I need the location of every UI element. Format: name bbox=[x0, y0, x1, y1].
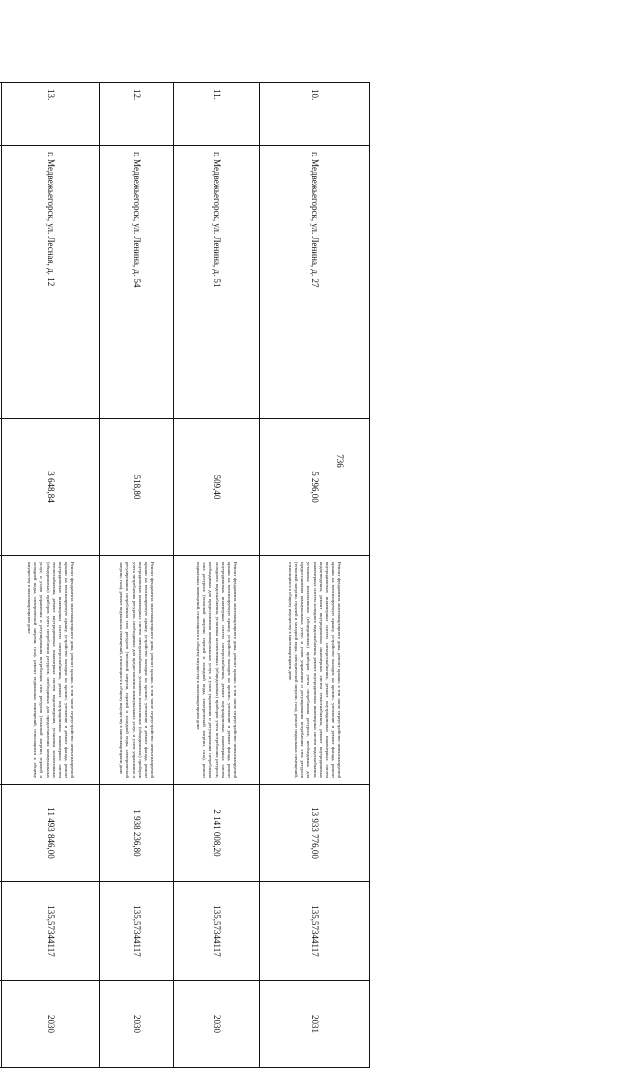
row-number bbox=[0, 83, 2, 146]
row-works: Ремонт фундамента многоквартирного дома, ремонт крыши, в том числе переустройство невентилируемой крыши на вентилируемую крышу, устройство выходов на кровлю, утепление и ремонт фасада, ремонт внутридомовых инженерных систем электроснабжения, установка коллективных (общедомовых) приборов учета потребления ресурсов, необходимых для предоставления коммунальных услуг, и узлов управления и регулирования потребления этих ресурсов (тепловой энергии, горячей и холодной воды, электрической энергии, газа), ремонт подвальных помещений, относящихся к общему имуществу в многоквартирном доме bbox=[119, 562, 155, 778]
row-address: г. Медвежьегорск, ул. Ленина, д. 51 bbox=[174, 146, 260, 419]
row-unit-cost bbox=[0, 882, 2, 981]
row-works-cell bbox=[100, 556, 174, 785]
table-row bbox=[0, 83, 2, 1068]
row-total-cost: 1 938 236,80 bbox=[100, 785, 174, 882]
row-area: 3 648,84 bbox=[2, 419, 100, 556]
row-total-cost: 2 141 008,20 bbox=[174, 785, 260, 882]
row-works: Ремонт фундамента многоквартирного дома, ремонт крыши, в том числе переустройство невентилируемой крыши на вентилируемую крышу, устройство выходов на кровлю, утепление и ремонт фасада, ремонт внутридомовых инженерных систем электроснабжения, ремонт внутридомовых инженерных систем водоотведения, ремонт внутридомовых инженерных систем теплоснабжения, ремонт внутридомовых инженерных систем холодного водоснабжения, ремонт внутридомовых инженерных систем водоснабжения, установка коллективных (общедомовых) приборов учета потребления ресурсов, необходимых для предоставления коммунальных услуг, и узлов управления и регулирования потребления этих ресурсов (тепловой энергии, горячей и холодной воды, электрической энергии, газа), ремонт подвальных помещений, относящихся к общему имуществу в многоквартирном доме bbox=[288, 562, 342, 778]
row-total-cost: 11 493 846,00 bbox=[2, 785, 100, 882]
row-address: г. Медвежьегорск, ул. Ленина, д. 54 bbox=[100, 146, 174, 419]
row-unit-cost: 135,57344117 bbox=[2, 882, 100, 981]
table-row bbox=[260, 83, 370, 1068]
capital-repair-table bbox=[0, 82, 370, 1068]
row-year bbox=[0, 981, 2, 1068]
row-number: 13. bbox=[2, 83, 100, 146]
row-works: Ремонт фундамента многоквартирного дома, ремонт крыши, в том числе переустройство невентилируемой крыши на вентилируемую крышу, устройство выходов на кровлю, утепление и ремонт фасада, ремонт внутридомовых инженерных систем электроснабжения, ремонт внутридомовых инженерных систем теплоснабжения, ремонт внутридомовых инженерных систем водоотведения, установка коллективных (общедомовых) приборов учета потребления ресурсов, необходимых для предоставления коммунальных услуг, и узлов управления и регулирования потребления этих ресурсов (тепловой энергии, горячей и холодной воды, электрической энергии, газа), ремонт подвальных помещений, относящихся к общему имуществу в многоквартирном доме bbox=[27, 562, 75, 778]
row-unit-cost: 135,57344117 bbox=[174, 882, 260, 981]
row-area: 518,80 bbox=[100, 419, 174, 556]
row-unit-cost: 135,57344117 bbox=[100, 882, 174, 981]
row-area: 5 296,00 bbox=[260, 419, 370, 556]
row-works: Ремонт фундамента многоквартирного дома, ремонт крыши, в том числе переустройство невентилируемой крыши на вентилируемую крышу, устройство выходов на кровлю, утепление и ремонт фасада, ремонт внутридомовых инженерных систем электроснабжения, ремонт внутридомовых инженерных систем холодного водоснабжения, установка коллективных (общедомовых) приборов учета потребления ресурсов, необходимых для предоставления коммунальных услуг, и узлов управления и регулирования потребления этих ресурсов (тепловой энергии, горячей и холодной воды, электрической энергии, газа), ремонт подвальных помещений, относящихся к общему имуществу в многоквартирном доме bbox=[196, 562, 238, 778]
row-year: 2030 bbox=[2, 981, 100, 1068]
row-works-cell bbox=[174, 556, 260, 785]
row-year: 2030 bbox=[100, 981, 174, 1068]
table-row bbox=[174, 83, 260, 1068]
row-total-cost bbox=[0, 785, 2, 882]
row-works-cell bbox=[260, 556, 370, 785]
row-number: 12. bbox=[100, 83, 174, 146]
row-number: 11. bbox=[174, 83, 260, 146]
row-number: 10. bbox=[260, 83, 370, 146]
row-address: г. Медвежьегорск, ул. Ленина, д. 27 bbox=[260, 146, 370, 419]
row-works-cell bbox=[2, 556, 100, 785]
page-number: 736 bbox=[335, 454, 345, 468]
row-year: 2030 bbox=[174, 981, 260, 1068]
row-area bbox=[0, 419, 2, 556]
row-address bbox=[0, 146, 2, 419]
table-row bbox=[100, 83, 174, 1068]
row-total-cost: 13 933 776,00 bbox=[260, 785, 370, 882]
rotated-table-container bbox=[0, 82, 370, 1033]
row-area: 509,40 bbox=[174, 419, 260, 556]
row-address: г. Медвежьегорск, ул. Лесная, д. 12 bbox=[2, 146, 100, 419]
row-unit-cost: 135,57344117 bbox=[260, 882, 370, 981]
row-works-cell bbox=[0, 556, 2, 785]
table-row bbox=[2, 83, 100, 1068]
row-year: 2031 bbox=[260, 981, 370, 1068]
